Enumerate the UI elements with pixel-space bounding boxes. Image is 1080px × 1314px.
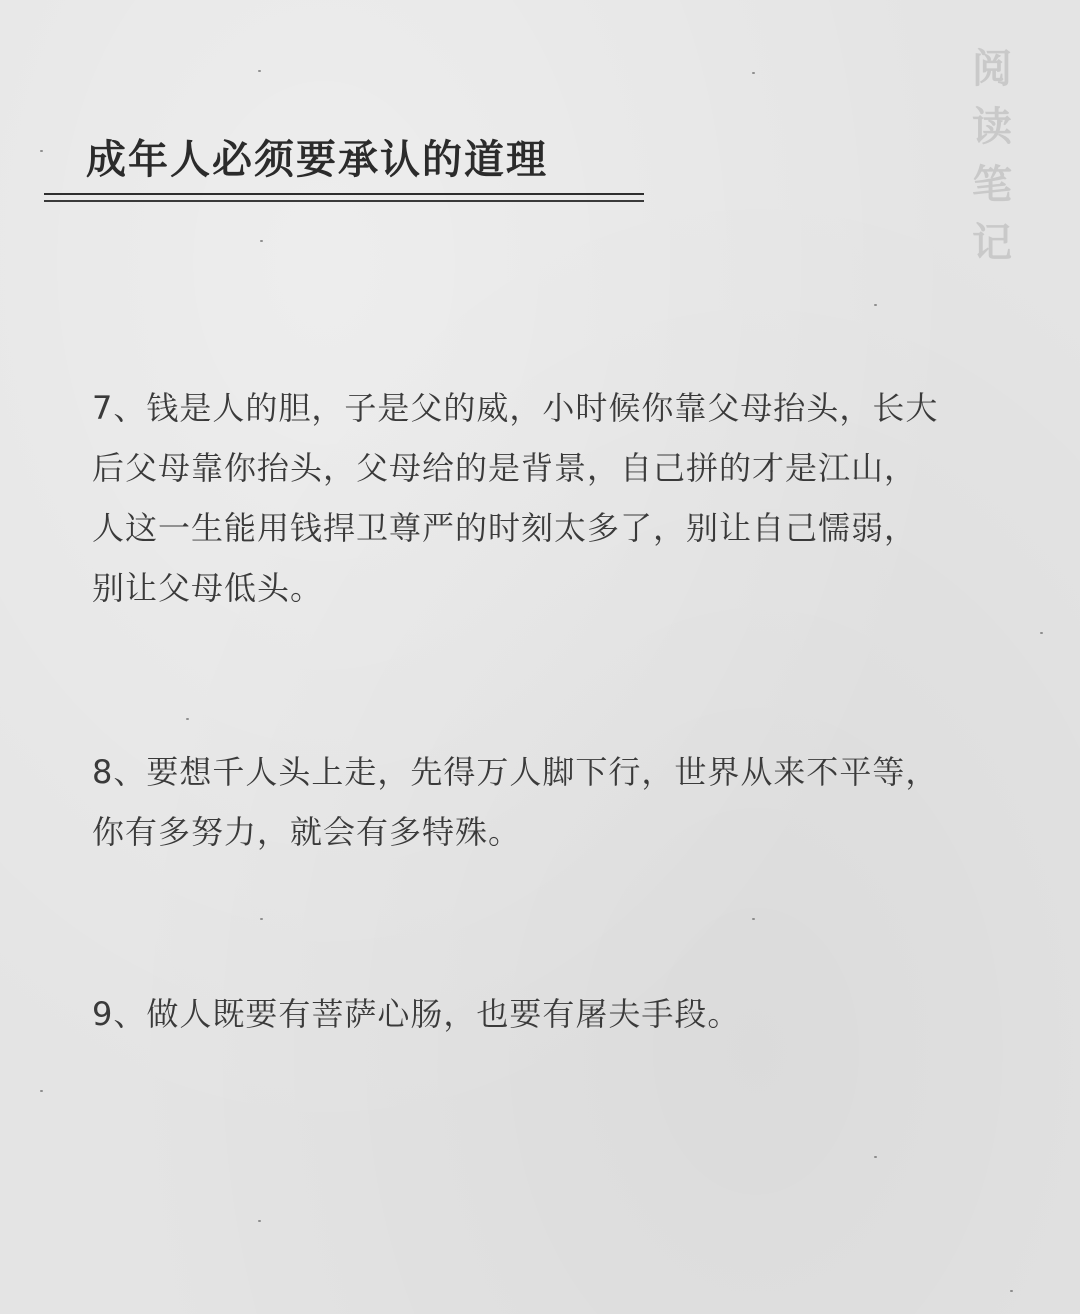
paragraph-9: 9、做人既要有菩萨心肠，也要有屠夫手段。 (92, 995, 741, 1033)
paper-speck (258, 1220, 261, 1222)
paper-speck (40, 1090, 43, 1092)
paper-speck (874, 1156, 877, 1158)
paper-speck (260, 918, 263, 920)
paragraph-7: 7、钱是人的胆，子是父的威，小时候你靠父母抬头，长大后父母靠你抬头，父母给的是背景，自己拼的才是江山，人这一生能用钱捍卫尊严的时刻太多了，别让自己懦弱，别让父母低头。 (92, 389, 939, 607)
paper-speck (40, 150, 43, 152)
paper-speck (1010, 1290, 1013, 1292)
page-title: 成年人必须要承认的道理 (86, 136, 548, 183)
title-underline-secondary (44, 200, 644, 202)
paper-speck (752, 72, 755, 74)
title-underline (44, 193, 644, 195)
paper-speck (1040, 632, 1043, 634)
reading-notes-stamp: 阅 读 笔 记 (972, 45, 1012, 266)
paragraph-8: 8、要想千人头上走，先得万人脚下行，世界从来不平等，你有多努力，就会有多特殊。 (92, 753, 939, 851)
paper-speck (752, 918, 755, 920)
paper-speck (874, 304, 877, 306)
paper-speck (258, 70, 261, 72)
paper-speck (260, 240, 263, 242)
paper-speck (186, 718, 189, 720)
